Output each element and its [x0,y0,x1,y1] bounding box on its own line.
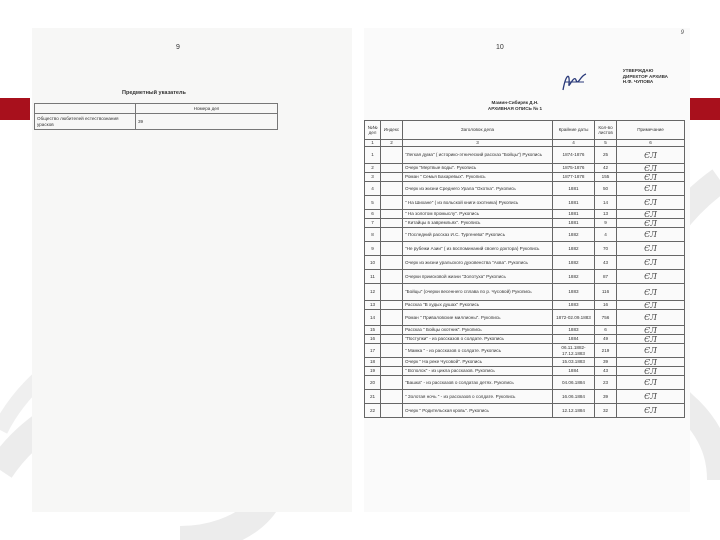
left-page-number: 9 [176,44,180,51]
table-row [365,326,685,335]
row-sheets: 39 [595,390,617,404]
row-note: ЄЛ [617,301,685,310]
subject-index-header: Номера дел [136,104,278,114]
row-note: ЄЛ [617,344,685,358]
column-header: Кол-во листов [595,121,617,140]
row-title: " Всполох" - из цикла рассказов. Рукопись [403,367,553,376]
row-note: ЄЛ [617,256,685,270]
row-dates: 1882 [553,270,595,284]
row-title: "Поступки" - из рассказов о солдате. Рукопись [403,335,553,344]
row-dates: 12.12.1884 [553,404,595,418]
column-header: Заголовок дела [403,121,553,140]
row-dates: 1883 [553,301,595,310]
left-document-page [32,28,352,512]
row-note: ЄЛ [617,326,685,335]
row-dates: 16.06.1884 [553,390,595,404]
row-title: " На золотом промыслу". Рукопись [403,210,553,219]
row-number: 11 [365,270,381,284]
approval-line-2: ДИРЕКТОР АРХИВА [622,73,668,79]
row-number: 2 [365,164,381,173]
table-row [365,270,685,284]
row-sheets: 49 [595,335,617,344]
table-row [365,228,685,242]
row-index [381,367,403,376]
table-row [365,242,685,256]
row-number: 4 [365,182,381,196]
row-number: 7 [365,219,381,228]
row-index [381,147,403,164]
row-note: ЄЛ [617,284,685,301]
table-row [365,335,685,344]
row-index [381,164,403,173]
column-number: 4 [553,140,595,147]
row-title: Очерк " На реке Чусовой". Рукопись [403,358,553,367]
right-document-page [364,28,690,512]
row-note: ЄЛ [617,182,685,196]
table-row [365,210,685,219]
row-title: " Мамка " - из рассказов о солдате. Рукопись [403,344,553,358]
row-dates: 1882 [553,228,595,242]
row-note: ЄЛ [617,210,685,219]
row-sheets: 4 [595,228,617,242]
row-dates: 06.11.1882-17.12.1883 [553,344,595,358]
table-row [365,390,685,404]
table-row [365,344,685,358]
column-number-row [365,140,685,147]
accent-bar-left [0,98,30,120]
row-sheets: 70 [595,242,617,256]
column-header: №№ дел [365,121,381,140]
subject-index-title: Предметный указатель [122,90,186,96]
table-row [365,196,685,210]
row-number: 6 [365,210,381,219]
row-index [381,404,403,418]
column-number: 2 [381,140,403,147]
approval-line-3: Н.Ф. ЧУПОВА [622,79,654,84]
row-note: ЄЛ [617,242,685,256]
row-number: 19 [365,367,381,376]
row-number: 16 [365,335,381,344]
subject-index-table [34,103,278,130]
corner-page-mark: 9 [680,30,684,36]
table-row [365,301,685,310]
row-number: 17 [365,344,381,358]
row-sheets: 42 [595,164,617,173]
column-header: Примечание [617,121,685,140]
row-sheets: 14 [595,196,617,210]
fund-name: Мамин-Сибиряк Д.Н. [491,100,539,105]
row-dates: 1883 [553,326,595,335]
table-row [365,376,685,390]
row-dates: 1884 [553,335,595,344]
row-note: ЄЛ [617,404,685,418]
row-title: Роман " Приваловские миллионы". Рукопись [403,310,553,326]
row-dates: 1875-1876 [553,164,595,173]
row-note: ЄЛ [617,147,685,164]
row-sheets: 23 [595,376,617,390]
subject-index-label: Общество любителей естествознания урасков [35,114,136,130]
row-sheets: 25 [595,147,617,164]
row-note: ЄЛ [617,164,685,173]
row-dates: 1882 [553,256,595,270]
row-sheets: 43 [595,367,617,376]
row-number: 12 [365,284,381,301]
right-page-number: 10 [496,44,504,51]
row-number: 1 [365,147,381,164]
table-row [365,310,685,326]
row-number: 18 [365,358,381,367]
row-title: "Легкая дума" ( историко-этнический рассказ "Бойцы") Рукопись [403,147,553,164]
table-row [365,358,685,367]
row-index [381,310,403,326]
row-sheets: 32 [595,404,617,418]
column-number: 6 [617,140,685,147]
row-number: 14 [365,310,381,326]
row-dates: 04.06.1884 [553,376,595,390]
row-index [381,284,403,301]
director-signature [560,70,590,94]
row-index [381,173,403,182]
table-row [365,404,685,418]
row-note: ЄЛ [617,376,685,390]
row-index [381,301,403,310]
row-sheets: 756 [595,310,617,326]
row-dates: 1883 [553,284,595,301]
row-index [381,344,403,358]
accent-bar-right [690,98,720,120]
inventory-header-row [365,121,685,140]
row-note: ЄЛ [617,310,685,326]
row-number: 3 [365,173,381,182]
approval-line-1: УТВЕРЖДАЮ [622,68,654,73]
row-note: ЄЛ [617,219,685,228]
row-index [381,326,403,335]
row-title: "Башка" - из рассказов о солдатах детях. Рукопись [403,376,553,390]
row-sheets: 219 [595,344,617,358]
row-index [381,182,403,196]
column-number: 5 [595,140,617,147]
row-dates: 1877-1878 [553,173,595,182]
row-number: 15 [365,326,381,335]
table-row [365,147,685,164]
row-title: " Золотая ночь " - из рассказов о солдате. Рукопись [403,390,553,404]
column-header: Крайние даты [553,121,595,140]
table-row [365,284,685,301]
row-title: Очерк из жизни уральского духовенства "Ахва". Рукопись [403,256,553,270]
row-number: 22 [365,404,381,418]
row-title: Очерк из жизни Среднего Урала "Охотка". Рукопись [403,182,553,196]
row-index [381,228,403,242]
row-number: 9 [365,242,381,256]
inventory-title [460,100,570,111]
row-sheets: 13 [595,210,617,219]
row-number: 20 [365,376,381,390]
row-sheets: 116 [595,284,617,301]
row-title: " Китайцы в завремльях". Рукопись [403,219,553,228]
row-index [381,358,403,367]
row-note: ЄЛ [617,196,685,210]
row-sheets: 16 [595,301,617,310]
row-title: Рассказ " Бойцы охотник". Рукопись [403,326,553,335]
row-sheets: 39 [595,358,617,367]
row-number: 8 [365,228,381,242]
row-dates: 1881 [553,210,595,219]
row-sheets: 6 [595,326,617,335]
row-title: Рассказ "В худых душах" Рукопись [403,301,553,310]
row-dates: 1881 [553,182,595,196]
row-sheets: 155 [595,173,617,182]
row-index [381,390,403,404]
row-note: ЄЛ [617,390,685,404]
table-row [365,173,685,182]
row-title: Очерк "Мертвые воды". Рукопись [403,164,553,173]
row-title: Очерки приисковой жизни "Золотуха" Рукопись [403,270,553,284]
table-row [365,367,685,376]
table-row [365,164,685,173]
row-sheets: 43 [595,256,617,270]
row-number: 5 [365,196,381,210]
row-index [381,196,403,210]
inventory-body [365,147,685,418]
row-title: Роман " Семья Бахаревых". Рукопись [403,173,553,182]
row-title: " На Шихане" ( из вольской книги охотника) Рукопись [403,196,553,210]
row-dates: 1882 [553,242,595,256]
row-index [381,242,403,256]
row-note: ЄЛ [617,358,685,367]
approval-stamp [623,68,668,85]
inventory-table [364,120,685,418]
row-number: 13 [365,301,381,310]
row-sheets: 50 [595,182,617,196]
row-note: ЄЛ [617,270,685,284]
row-index [381,270,403,284]
subject-index-value: 39 [136,114,278,130]
row-title: Очерк " Родительская кровь". Рукопись [403,404,553,418]
row-note: ЄЛ [617,228,685,242]
row-number: 21 [365,390,381,404]
table-row [365,219,685,228]
row-sheets: 87 [595,270,617,284]
row-sheets: 9 [595,219,617,228]
row-index [381,219,403,228]
row-note: ЄЛ [617,173,685,182]
row-dates: 1881 [553,196,595,210]
column-header: Индекс [381,121,403,140]
row-dates: 1874-1876 [553,147,595,164]
row-note: ЄЛ [617,335,685,344]
row-dates: 1872-02.09.1883 [553,310,595,326]
row-number: 10 [365,256,381,270]
row-note: ЄЛ [617,367,685,376]
row-dates: 1881 [553,219,595,228]
table-row [365,182,685,196]
row-title: "Бойцы" (очерки весеннего сплава по р. Чусовой) Рукопись [403,284,553,301]
row-index [381,376,403,390]
row-index [381,210,403,219]
inventory-number: АРХИВНАЯ ОПИСЬ № 1 [487,105,543,111]
row-dates: 15.03.1883 [553,358,595,367]
table-row [365,256,685,270]
column-number: 3 [403,140,553,147]
column-number: 1 [365,140,381,147]
row-title: " Последний рассказ И.С. Тургенева" Рукопись [403,228,553,242]
row-index [381,335,403,344]
row-index [381,256,403,270]
row-dates: 1884 [553,367,595,376]
row-title: "Не рубежи Азии" ( из воспоминаний своего доктора) Рукопись [403,242,553,256]
